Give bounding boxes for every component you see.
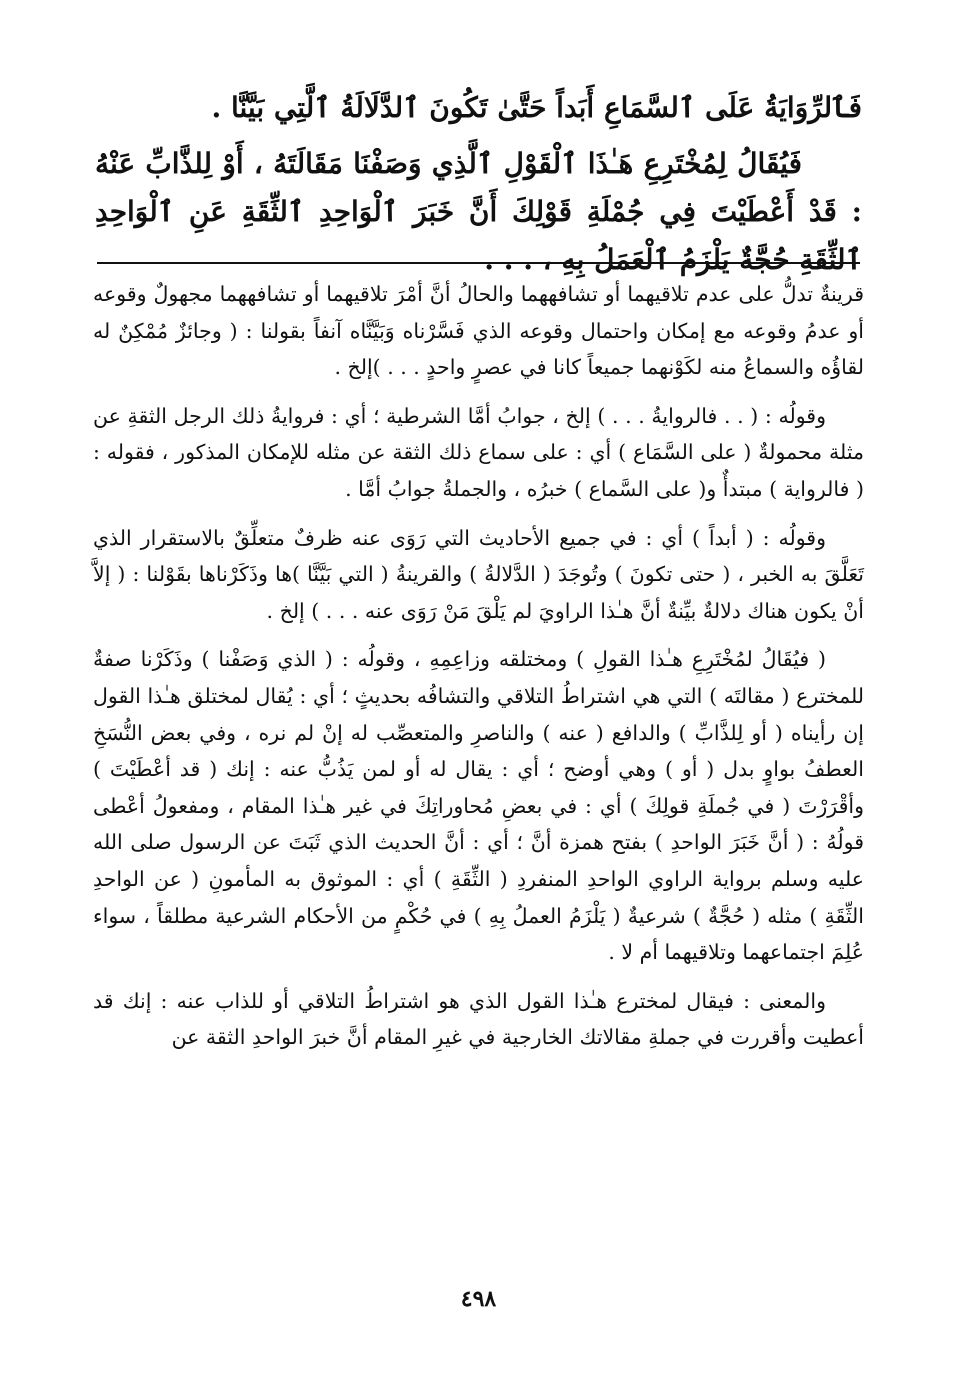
commentary-paragraph-4: ( فيُقَالُ لمُخْتَرِعِ هـٰذا القولِ ) ومختلقه وزاعِمِهِ ، وقولُه : ( الذي وَصَفْنا ) وذَكَرْنا صفةٌ للمخترع ( مقالتَه ) التي هي اشتراطُ التلاقي والتشافُه بحديثٍ ؛ أي : يُقال لمختلق هـٰذا القول إن رأيناه ( أو لِلذَّابِّ ) والدافع ( عنه ) والناصرِ والمتعصِّب له إنْ لم نره ، وفي بعض النُّسَخِ العطفُ بواوٍ بدل ( أو ) وهي أوضح ؛ أي : يقال له أو لمن يَذُبُّ عنه : إنك ( قد أعْطَيْتَ ) وأقْرَرْتَ ( في جُملَةِ قولِكَ ) أي : في بعضِ مُحاوراتِكَ في غير هـٰذا المقام ، ومفعولُ أعْطى قولُهُ : ( أنَّ خَبَرَ الواحدِ ) بفتح همزة أنَّ ؛ أي : أنَّ الحديث الذي ثَبَتَ عن الرسول صلى الله عليه وسلم برواية الراوي الواحدِ المنفردِ ( الثِّقَةِ ) أي : الموثوق به المأمونِ ( عن الواحدِ الثِّقَةِ ) مثله ( حُجَّةٌ ) شرعيةٌ ( يَلْزَمُ العملُ بِهِ ) في حُكْمٍ من الأحكام الشرعية مطلقاً ، سواء عُلِمَ اجتماعهما وتلاقيهما أم لا . bbox=[93, 647, 864, 965]
page-number: ٤٩٨ bbox=[460, 1286, 497, 1312]
separator-rule bbox=[97, 262, 860, 264]
commentary-paragraph-1: قرينةٌ تدلُّ على عدم تلاقيهما أو تشافههما والحالُ أنَّ أمْرَ تلاقيهما أو تشافههما مجهولٌ وقوعه أو عدمُ وقوعه مع إمكان واحتمال وقوعه الذي فَسَّرْناه وَبَيَّنَّاه آنفاً بقولنا : ( وجائزٌ مُمْكِنٌ له لقاؤُه والسماعُ منه لكَوْنهما جميعاً كانا في عصرٍ واحدٍ . . . )إلخ . bbox=[93, 282, 864, 380]
commentary-paragraph-5: والمعنى : فيقال لمخترع هـٰذا القول الذي هو اشتراطُ التلاقي أو للذاب عنه : إنك قد أعطيت وأقررت في جملةِ مقالاتك الخارجية في غيرِ المقام أنَّ خبرَ الواحدِ الثقة عن bbox=[93, 988, 864, 1050]
commentary-block bbox=[93, 276, 864, 1068]
matn-line-1: فَٱلرِّوَايَةُ عَلَى ٱلسَّمَاعِ أَبَداً حَتَّىٰ تَكُونَ ٱلدَّلَالَةُ ٱلَّتِي بَيَّنَّا . bbox=[211, 91, 862, 124]
matn-paragraph-2: فَيُقَالُ لِمُخْتَرِعِ هَـٰذَا ٱلْقَوْلِ ٱلَّذِي وَصَفْنَا مَقَالَتَهُ ، أَوْ لِلذَّابِّ عَنْهُ : قَدْ أَعْطَيْتَ فِي جُمْلَةِ قَوْلِكَ أَنَّ خَبَرَ ٱلْوَاحِدِ ٱلثِّقَةِ عَنِ ٱلْوَاحِدِ ٱلثِّقَةِ حُجَّةٌ يَلْزَمُ ٱلْعَمَلُ بِهِ ، . . . bbox=[95, 147, 862, 276]
commentary-paragraph-2: وقولُه : ( . . فالروايةُ . . . ) إلخ ، جوابُ أمَّا الشرطية ؛ أي : فروايةُ ذلك الرجل الثقةِ عن مثلة محمولةٌ ( على السَّمَاع ) أي : على سماع ذلك الثقة عن مثله للإمكان المذكور ، فقوله : ( فالرواية ) مبتدأٌ و( على السَّماع ) خبرُه ، والجملةُ جوابُ أمَّا . bbox=[93, 403, 864, 501]
matn-text-block bbox=[95, 84, 862, 284]
commentary-paragraph-3: وقولُه : ( أبداً ) أي : في جميع الأحاديث التي رَوَى عنه ظرفٌ متعلِّقٌ بالاستقرار الذي تَعَلَّقَ به الخبر ، ( حتى تكونَ ) وتُوجَدَ ( الدَّلالةُ ) والقرينةُ ( التي بَيَّنَّا )ها وذَكَرْناها بقَوْلنا : ( إلاَّ أنْ يكون هناك دلالةٌ بيِّنةٌ أنَّ هـٰذا الراويَ لم يَلْقَ مَنْ رَوَى عنه . . . ) إلخ . bbox=[93, 525, 864, 623]
